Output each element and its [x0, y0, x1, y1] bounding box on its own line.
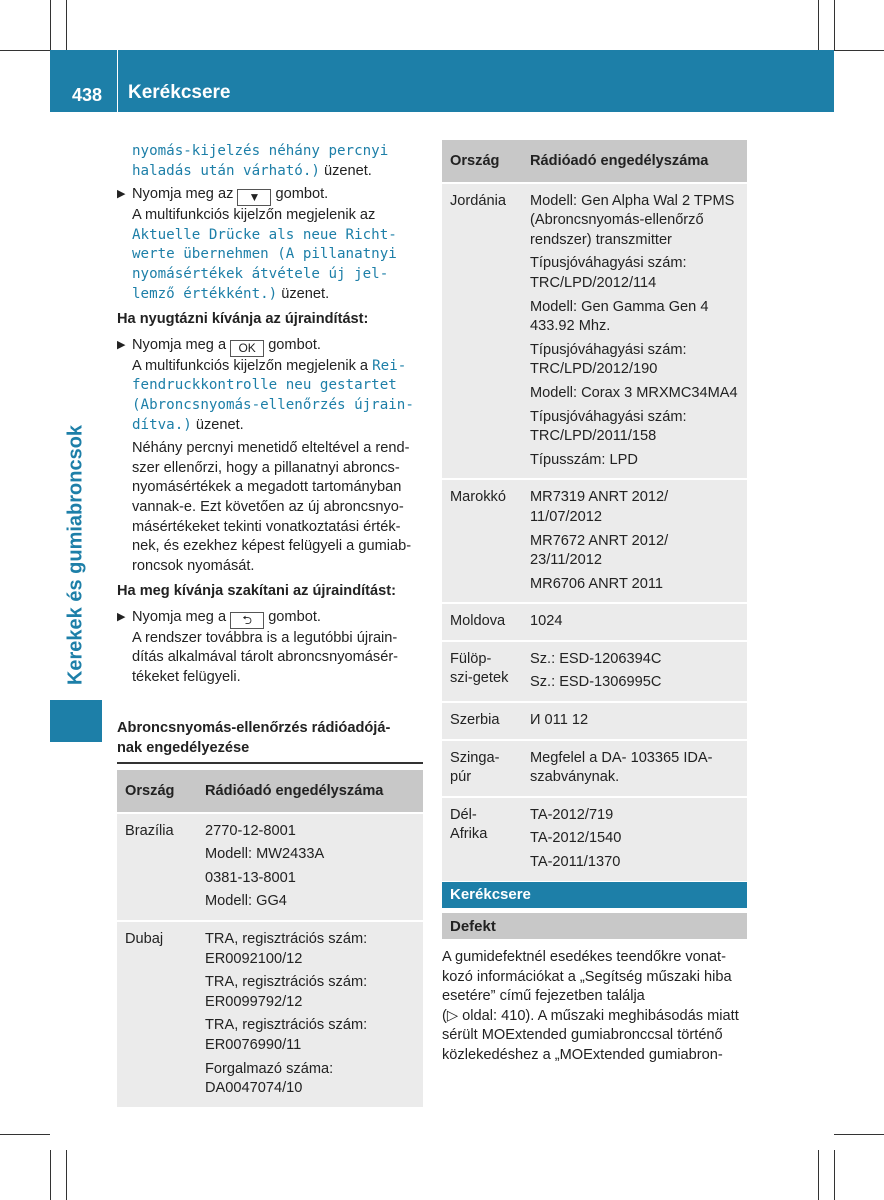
license-table-right: [442, 140, 747, 881]
crop-mark: [50, 1150, 51, 1200]
license-value: MR7672 ANRT 2012/ 23/11/2012: [530, 532, 669, 569]
country-cell: Dubaj: [117, 921, 197, 1107]
crop-mark: [0, 50, 50, 51]
crop-mark: [818, 0, 819, 50]
display-message: Aktuelle Drücke als neue Richt-: [132, 226, 397, 243]
display-message: Rei-: [372, 357, 407, 374]
table-row: [442, 641, 747, 702]
paragraph-line: Néhány percnyi menetidő elteltével a rend-: [132, 440, 410, 457]
left-column: [117, 142, 423, 688]
display-message: werte übernehmen (A pillanatnyi: [132, 246, 397, 263]
license-cell: [522, 740, 747, 797]
instruction-step: [117, 336, 423, 577]
paragraph-line: tékeket felügyeli.: [132, 669, 241, 686]
license-value: И 011 12: [530, 712, 589, 729]
table-row: [117, 921, 423, 1107]
section-title: [117, 718, 423, 758]
table-row: [442, 797, 747, 881]
step-text: Nyomja meg az: [132, 186, 238, 203]
country-cell: Szinga-púr: [442, 740, 522, 797]
display-message: fendruckkontrolle neu gestartet: [132, 377, 397, 394]
paragraph-line: dítás alkalmával tárolt abroncsnyomásér-: [132, 649, 399, 666]
crop-mark: [66, 1150, 67, 1200]
instruction-step: [117, 185, 423, 304]
display-message: nyomás-kijelzés néhány percnyi: [132, 143, 389, 159]
paragraph-line: roncsok nyomását.: [132, 557, 255, 574]
table-row: [117, 813, 423, 921]
country-cell: Dél-Afrika: [442, 797, 522, 881]
country-cell: Jordánia: [442, 183, 522, 480]
license-value: Modell: Corax 3 MRXMC34MA4: [530, 384, 738, 401]
country-cell: Marokkó: [442, 479, 522, 603]
license-value: TA-2012/719: [530, 806, 614, 823]
column-header-country: Ország: [442, 140, 522, 183]
display-message: dítva.): [132, 416, 192, 433]
table-body: [442, 183, 747, 881]
section-bar-kerekcsere: Kerékcsere: [442, 882, 747, 908]
section-rule: [117, 762, 423, 764]
license-cell: [522, 641, 747, 702]
message-suffix: üzenet.: [277, 285, 330, 302]
country-cell: Szerbia: [442, 702, 522, 740]
license-cell: [197, 813, 423, 921]
table-row: [442, 702, 747, 740]
license-cell: [522, 479, 747, 603]
subsection-bar-defekt: Defekt: [442, 913, 747, 939]
license-cell: [522, 183, 747, 480]
license-value: Modell: Gen Gamma Gen 4 433.92 Mhz.: [530, 298, 709, 335]
country-cell: Moldova: [442, 603, 522, 641]
message-suffix: üzenet.: [191, 416, 244, 433]
header-separator: [117, 50, 118, 112]
column-header-license: Rádióadó engedélyszáma: [522, 140, 747, 183]
country-cell: Brazília: [117, 813, 197, 921]
license-value: Típusjóváhagyási szám: TRC/LPD/2012/190: [530, 341, 687, 378]
display-message: (Abroncsnyomás-ellenőrzés újrain-: [132, 396, 414, 413]
message-suffix: üzenet.: [319, 162, 372, 179]
license-value: Típusjóváhagyási szám: TRC/LPD/2011/158: [530, 408, 687, 445]
crop-mark: [50, 0, 51, 50]
display-message: nyomásértékek átvétele új jel-: [132, 265, 389, 282]
paragraph-line: kozó információkat a „Segítség műszaki hiba: [442, 968, 732, 985]
back-key-icon: ⮌: [230, 612, 264, 629]
crop-mark: [66, 0, 67, 50]
license-table-left: [117, 770, 423, 1107]
paragraph-line: közlekedéshez a „MOExtended gumiabron-: [442, 1046, 723, 1063]
license-value: Megfelel a DA- 103365 IDA-szabványnak.: [530, 749, 713, 786]
crop-mark: [834, 0, 835, 50]
column-header-license: Rádióadó engedélyszáma: [197, 770, 423, 813]
license-cell: [522, 797, 747, 881]
license-cell: [522, 702, 747, 740]
subheading: Ha meg kívánja szakítani az újraindítást:: [117, 583, 396, 600]
ok-key-icon: OK: [230, 340, 264, 357]
license-value: Forgalmazó száma: DA0047074/10: [205, 1060, 334, 1097]
license-value: TA-2011/1370: [530, 854, 621, 871]
step-text: gombot.: [264, 608, 321, 625]
step-arrow-icon: ▶: [117, 188, 126, 201]
crop-mark: [0, 1134, 50, 1135]
paragraph-line: esetére” című fejezetben találja: [442, 988, 645, 1005]
table-row: [442, 603, 747, 641]
defekt-paragraph: [442, 948, 747, 1066]
subheading: Ha nyugtázni kívánja az újraindítást:: [117, 311, 369, 328]
step-text: gombot.: [264, 336, 321, 353]
license-value: TA-2012/1540: [530, 830, 622, 847]
license-value: Modell: Gen Alpha Wal 2 TPMS (Abroncsnyomás-ellenőrző rendszer) transzmitter: [530, 192, 735, 248]
down-key-icon: ▼: [237, 189, 271, 206]
paragraph-line: másértékeket tekinti vonatkoztatási érték-: [132, 518, 401, 535]
license-cell: [197, 921, 423, 1107]
sidebar-chapter-label: Kerekek és gumiabroncsok: [64, 424, 87, 686]
table-row: [442, 183, 747, 480]
crop-mark: [834, 1150, 835, 1200]
step-text: A multifunkciós kijelzőn megjelenik a: [132, 357, 373, 374]
table-row: [442, 740, 747, 797]
license-value: Típusszám: LPD: [530, 451, 638, 468]
step-arrow-icon: ▶: [117, 338, 126, 351]
chapter-title: Kerékcsere: [128, 82, 231, 103]
paragraph-line: nek, és ezekhez képest felügyeli a gumiab-: [132, 538, 412, 555]
step-text: gombot.: [271, 186, 329, 203]
display-message: lemző értékként.): [132, 285, 278, 302]
step-arrow-icon: ▶: [117, 610, 126, 623]
crop-mark: [818, 1150, 819, 1200]
license-value: TRA, regisztrációs szám: ER0076990/11: [205, 1017, 368, 1053]
license-value: Sz.: ESD-1306995C: [530, 674, 662, 691]
license-value: 0381-13-8001: [205, 869, 296, 886]
column-header-country: Ország: [117, 770, 197, 813]
paragraph-line: vannak-e. Ezt követően az új abroncsnyo-: [132, 498, 404, 515]
license-value: Modell: MW2433A: [205, 846, 325, 863]
display-message: haladás után várható.): [132, 162, 320, 179]
license-value: Típusjóváhagyási szám: TRC/LPD/2012/114: [530, 255, 687, 291]
license-cell: [522, 603, 747, 641]
license-value: 1024: [530, 613, 563, 630]
instruction-step: [117, 608, 423, 688]
license-value: Sz.: ESD-1206394C: [530, 650, 662, 667]
page-number: 438: [72, 85, 103, 105]
crop-mark: [834, 1134, 884, 1135]
paragraph-line: szer ellenőrzi, hogy a pillanatnyi abroncs-: [132, 459, 400, 476]
table-row: [442, 479, 747, 603]
country-cell: Fülöp-szi-getek: [442, 641, 522, 702]
license-value: MR7319 ANRT 2012/ 11/07/2012: [530, 489, 669, 525]
license-value: TRA, regisztrációs szám: ER0099792/12: [205, 974, 368, 1010]
section-title-line: Abroncsnyomás-ellenőrzés rádióadójá-: [117, 720, 391, 736]
paragraph-line: nyomásértékek a megadott tartományban: [132, 479, 402, 496]
step-text: Nyomja meg a: [132, 608, 231, 625]
paragraph-line: A gumidefektnél esedékes teendőkre vonat-: [442, 949, 726, 965]
section-title-line: nak engedélyezése: [117, 740, 250, 756]
license-value: 2770-12-8001: [205, 822, 296, 839]
table-body: [117, 813, 423, 1107]
license-value: MR6706 ANRT 2011: [530, 575, 664, 592]
step-text: A multifunkciós kijelzőn megjelenik az: [132, 207, 376, 224]
paragraph-line: sérült MOExtended gumiabronccsal történő: [442, 1027, 723, 1044]
paragraph-line: (▷ oldal: 410). A műszaki meghibásodás miatt: [442, 1007, 739, 1024]
sidebar-tab: [50, 700, 102, 742]
license-value: Modell: GG4: [205, 893, 287, 910]
step-text: Nyomja meg a: [132, 336, 231, 353]
paragraph-line: A rendszer továbbra is a legutóbbi újrain-: [132, 629, 398, 646]
license-value: TRA, regisztrációs szám: ER0092100/12: [205, 930, 368, 967]
crop-mark: [834, 50, 884, 51]
